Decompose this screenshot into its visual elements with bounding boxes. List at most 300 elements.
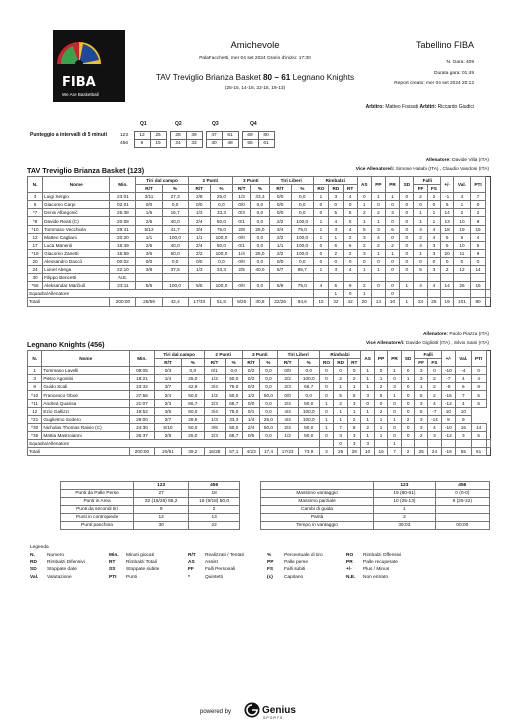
player-number: 8 [28,383,42,391]
player-stat: 20 [441,249,454,257]
player-stat: -7 [441,375,455,383]
player-stat: 4 [328,217,343,225]
player-stat: 2 [415,431,428,439]
player-stat: 1/1 [269,241,291,249]
stats-value: 32 (16/29) 55,2 [134,498,189,506]
stats-value: 13 [189,514,240,522]
totals-stat: 84,6 [291,298,313,306]
player-stat: 5 [334,391,348,399]
player-stat: 0 [313,249,328,257]
player-name: Luca Manenti [43,241,110,249]
legend-desc: Realizzati / Tentati [205,553,244,559]
interval-row [120,140,274,148]
player-stat: 29:41 [110,225,136,233]
col-pm: +/- [441,177,454,193]
col-rt: R/T [269,185,291,193]
team1-boxscore [27,176,491,307]
player-stat: -14 [427,415,441,423]
legend-key: Min. [109,553,119,559]
col-falli: Falli [415,351,441,359]
legend-desc: Palle perse [284,560,308,566]
stats-value: 0 (0-0) [435,490,489,498]
totals-stat: 42,4 [162,298,188,306]
team2-boxscore [27,350,491,456]
legend-key: Val. [30,574,39,580]
player-stat: 1 [319,423,333,431]
totals-stat: 16 [374,448,387,456]
col-rt: R/T [188,185,210,193]
player-stat: 0/0 [277,367,298,375]
player-stat: 0 [343,257,357,265]
genius-logo-icon [244,702,260,718]
player-stat: 1 [374,431,387,439]
legend-key: % [267,553,272,559]
totals-stat: 39,2 [182,448,204,456]
player-stat: 75,0 [225,383,242,391]
col-pct: % [298,359,319,367]
player-stat [233,274,251,282]
player-stat: 2 [401,415,415,423]
stats-value: 12 [134,514,189,522]
player-name: Guglielmo Sodero [42,415,130,423]
player-stat: 0/0 [136,257,162,265]
player-stat: 9 [470,249,485,257]
player-stat [269,274,291,282]
player-stat [291,274,313,282]
player-stat: 0 [357,257,371,265]
player-stat: 0 [319,367,333,375]
player-stat: 9 [441,415,455,423]
player-stat: 0/5 [242,431,259,439]
player-stat: 0 [401,423,415,431]
player-stat: 75,0 [291,282,313,290]
player-stat: 2 [427,391,441,399]
totals-stat: 30,8 [251,298,269,306]
col-tiri_campo: Tiri dal campo [154,351,204,359]
player-row [28,193,491,201]
legend-table [30,552,425,581]
player-stat: 2 [427,383,441,391]
player-stat: 0,0 [251,217,269,225]
player-stat: 0 [401,367,415,375]
col-liberi: Tiri Liberi [277,351,319,359]
col-rimbalzi: Rimbalzi [313,177,357,185]
player-row [28,225,491,233]
player-stat: 0 [470,201,485,209]
player-name: Luigi Sergio [43,193,110,201]
referees [366,104,474,110]
player-stat: 0/1 [242,407,259,415]
team-coach-stat [441,290,454,298]
player-stat: 1 [361,415,375,423]
player-number: 24 [28,266,43,274]
player-stat [414,274,427,282]
team-coach-stat: 3 [361,440,375,448]
player-stat: 4 [414,282,427,290]
col-pr: PR [388,351,402,367]
player-row [28,266,491,274]
legend-key: PP [267,560,274,566]
totals-stat: 10 [385,298,399,306]
player-stat: 0 [441,257,454,265]
interval-value: 40 [206,140,222,148]
team-coach-stat [427,440,441,448]
game-venue: PalaFacchetti, mer 04 set 2024 Orario d'inizio: 17:30 [199,56,311,61]
player-stat: 0/3 [242,383,259,391]
player-stat [470,274,485,282]
player-stat: 50,0 [260,391,277,399]
boxscore-header-row [28,177,491,185]
player-stat: 27,3 [162,193,188,201]
player-number: *10 [28,391,42,399]
player-stat: 1 [313,233,328,241]
team-coach-stat: 0 [334,440,348,448]
player-stat: 0 [374,367,387,375]
player-stat: 3/7 [154,383,181,391]
interval-value: 69 [242,132,258,140]
player-stat: 4 [427,225,441,233]
player-stat: 3 [348,431,361,439]
player-stat: 50,0 [210,217,232,225]
player-stat: 0,0 [251,201,269,209]
player-stat: 0 [313,257,328,265]
player-stat: 50,0 [182,423,204,431]
col-tiri_campo: Tiri dal campo [136,177,188,185]
player-stat: 0 [400,266,414,274]
legend-key: PR [346,560,353,566]
player-stat: 1/6 [136,209,162,217]
col-pct: % [225,359,242,367]
player-stat: 2 [343,249,357,257]
player-stat: 50,0 [210,241,232,249]
player-stat: 0,0 [182,367,204,375]
totals-stat: 3 [319,448,333,456]
player-stat: 5/10 [154,423,181,431]
player-stat: 0 [313,209,328,217]
col-fs: FS [427,185,441,193]
player-stat: 5 [441,241,454,249]
interval-value: 6 [134,140,150,148]
player-stat: 0 [401,391,415,399]
team-coach-stat: 3 [348,440,361,448]
team-coach-stat: 1 [357,290,371,298]
player-number: 1 [28,367,42,375]
interval-value: 12 [134,132,150,140]
player-stat: 0/2 [242,375,259,383]
player-stat: 0 [427,257,441,265]
col-pp: PP [374,351,387,367]
col-fs: FS [427,359,441,367]
player-stat: 4 [343,225,357,233]
player-stat: 0/0 [233,201,251,209]
team-coach-stat [414,290,427,298]
player-stat: 10 [455,407,471,415]
player-stat: 5 [471,391,486,399]
team-coach-stat: 1 [388,440,402,448]
player-stat: 0,0 [291,193,313,201]
player-number: 3 [28,375,42,383]
player-stat: 14 [441,209,454,217]
player-stat: 1/4 [154,375,181,383]
player-number: 20 [28,257,43,265]
player-row [28,274,491,282]
stats-label: Tempo in vantaggio [261,522,374,530]
player-stat: 3 [328,225,343,233]
player-stat: 0 [400,249,414,257]
col-sd: SD [400,177,414,193]
player-stat: 0 [319,407,333,415]
player-stat: 0,0 [251,257,269,265]
player-stat: 4 [414,225,427,233]
player-stat: 1 [334,415,348,423]
player-stat: 0 [385,266,399,274]
player-stat: 4 [427,423,441,431]
quarter-scores: (25-15, 14-18, 22-15, 19-13) [224,86,286,91]
player-stat: 2 [454,209,471,217]
col-pct: % [162,185,188,193]
team-coach-stat [400,290,414,298]
interval-table [120,131,275,148]
referees-label: Arbitri: [419,104,437,110]
powered-by: powered by [200,709,232,715]
totals-stat: 24 [414,298,427,306]
player-stat: 2 [334,375,348,383]
player-stat: 4 [313,282,328,290]
player-stat: 1 [361,367,375,375]
player-stat: 0 [328,201,343,209]
col-pct: % [182,359,204,367]
player-stat: 0/0 [233,282,251,290]
stats-value: 2 [374,514,435,522]
player-stat: 4 [454,193,471,201]
legend-key: R/T [188,553,196,559]
player-stat: 1 [371,249,385,257]
player-stat: 33,3 [251,193,269,201]
player-stat: 40,0 [162,241,188,249]
player-row [28,217,491,225]
player-stat: 1 [313,217,328,225]
player-stat: 2 [470,209,485,217]
player-stat: 1/2 [204,375,225,383]
stats-row [261,522,490,530]
col-rimbalzi: Rimbalzi [319,351,361,359]
genius-brand: Genius [262,705,296,716]
player-name: Lionel Abega [43,266,110,274]
stats-value [435,514,489,522]
legend-key: RT [109,560,116,566]
player-stat: 6 [343,241,357,249]
player-stat: 16,7 [162,209,188,217]
team-coach-stat [319,440,333,448]
stats-value: 27 [134,490,189,498]
player-stat: 66,7 [225,399,242,407]
interval-value: 55 [242,140,258,148]
player-stat: 0,0 [260,399,277,407]
col-pct: % [291,185,313,193]
player-stat: 3 [427,241,441,249]
player-stat: 0 [371,282,385,290]
player-stat: 3/6 [204,423,225,431]
player-name: Tommaso Lavelli [42,367,130,375]
player-stat: 1 [357,217,371,225]
player-stat: 0,0 [260,431,277,439]
player-stat: 1 [427,217,441,225]
player-stat: 50,0 [298,423,319,431]
player-stat: 0 [357,193,371,201]
player-stat: 0 [319,375,333,383]
player-name: Ezio Gallizzi [42,407,130,415]
player-stat: 1 [361,375,375,383]
player-stat: 24:30 [130,423,155,431]
player-stat: 1 [371,266,385,274]
boxscore-header-row [28,351,491,359]
stats-row [261,514,490,522]
player-stat: 2 [427,375,441,383]
player-stat: 1/2 [277,431,298,439]
player-stat: 2 [374,383,387,391]
player-stat: 9 [455,415,471,423]
player-stat: 0,0 [298,391,319,399]
player-stat: N.E. [110,274,136,282]
player-stat: 0 [400,209,414,217]
player-stat: 2 [334,399,348,407]
player-stat [328,274,343,282]
team-coach-stat [401,440,415,448]
stats-value: 18 [189,490,240,498]
legend-key: RO [346,553,354,559]
player-stat: 2/5 [136,241,162,249]
legend-row [30,574,425,581]
player-row [28,399,491,407]
player-name: Francesco Oboe [42,391,130,399]
col-rt: R/T [233,185,251,193]
player-stat: 100,0 [291,217,313,225]
player-stat: 0/0 [269,193,291,201]
player-stat: 100,0 [162,282,188,290]
player-stat: 2 [361,423,375,431]
team-coach-stat: 1 [328,290,343,298]
player-stat: 0,0 [291,257,313,265]
player-stat: 1 [334,383,348,391]
player-stat: 0,0 [251,209,269,217]
player-stat: 1 [374,415,387,423]
player-stat: 1 [371,193,385,201]
score-line [140,73,370,82]
player-stat: 7 [334,423,348,431]
totals-stat: 101 [454,298,471,306]
player-stat: 3 [415,375,428,383]
player-stat [136,274,162,282]
player-stat: 0/1 [233,241,251,249]
player-stat: 2 [427,193,441,201]
player-stat: 29:00 [130,415,155,423]
player-stat: 5 [343,217,357,225]
player-name: Tommaso Vecchiola [43,225,110,233]
interval-team: 123 [120,133,129,138]
player-stat: 16 [470,282,485,290]
player-stat: 3/4 [204,407,225,415]
interval-value: 28 [170,132,186,140]
player-stat: 1 [427,209,441,217]
player-stat: 1 [374,423,387,431]
player-stat: 1 [414,249,427,257]
player-stat: 3 [357,233,371,241]
stats-value: 2 [189,506,240,514]
player-number: 12 [28,233,43,241]
player-name: Denis Albegonić [43,209,110,217]
stats-header: 456 [435,482,489,490]
player-stat: 02:01 [110,201,136,209]
player-stat: 0 [400,257,414,265]
player-stat: 1 [319,399,333,407]
legend-desc: Rimbalzi Difensivi [47,560,85,566]
player-number: *19 [28,249,43,257]
player-stat: 66,7 [298,383,319,391]
player-stat: -8 [441,383,455,391]
player-stat: 3 [361,391,375,399]
player-row [28,391,491,399]
legend-key: +/- [346,567,352,573]
col-as: AS [357,177,371,193]
player-stat: 2/4 [188,241,210,249]
player-stat: 0 [427,201,441,209]
player-stat: 16 [455,423,471,431]
stats-row [61,506,240,514]
player-stat: 0,0 [291,209,313,217]
player-stat: 6/8 [269,282,291,290]
player-stat: 4 [455,399,471,407]
totals-stat: 80 [470,298,485,306]
player-stat: 0,0 [251,282,269,290]
player-stat: 0 [371,201,385,209]
stats-value: 9 (25-22) [435,498,489,506]
col-rt: R/T [154,359,181,367]
player-stat: 0 [401,399,415,407]
col-rtt: RT [343,185,357,193]
player-stat: 0/0 [188,201,210,209]
totals-stat: 42 [343,298,357,306]
player-stat: 0 [328,257,343,265]
player-stat: 0,0 [298,367,319,375]
player-stat: 25,0 [182,431,204,439]
stats-row [261,490,490,498]
player-stat [400,274,414,282]
player-stat: 0 [401,383,415,391]
player-stat: 2/3 [204,399,225,407]
legend-row [30,559,425,566]
player-stat: 0 [400,241,414,249]
player-stat: 3 [388,383,402,391]
player-stat: 0,0 [260,375,277,383]
col-rtt: RT [348,359,361,367]
player-stat: 0 [385,201,399,209]
player-stat: 66,7 [182,399,204,407]
player-stat [188,274,210,282]
col-ff: FF [414,185,427,193]
col-rd: RD [334,359,348,367]
player-stat: 0 [401,407,415,415]
player-stat: 0 [385,257,399,265]
player-stat: 0 [361,399,375,407]
player-stat: 27:56 [130,391,155,399]
player-stat: 4/4 [277,407,298,415]
game-stats-table [260,481,490,530]
player-stat: 2 [441,266,454,274]
player-row [28,423,491,431]
legend-key: (c) [267,574,273,580]
game-number: N. Gara: 409 [446,60,474,65]
totals-stat: 17,4 [260,448,277,456]
